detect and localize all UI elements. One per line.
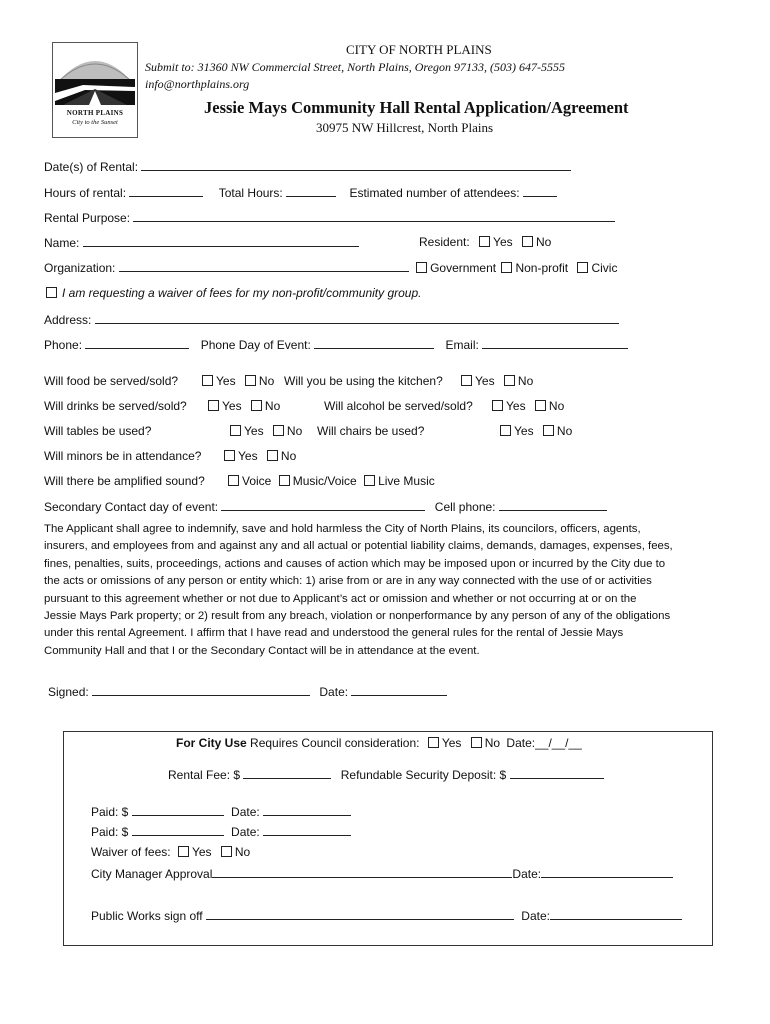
paid-label: Paid: $ (91, 825, 129, 839)
council-text: Requires Council consideration: (250, 736, 420, 750)
agreement-line: under this rental Agreement. I affirm that I have read and understood the general rules for the rental of Jessie Mays (44, 627, 624, 640)
food-question: Will food be served/sold? (44, 374, 179, 388)
rental-fee-label: Rental Fee: $ (168, 768, 241, 782)
waiver-no-checkbox[interactable] (221, 846, 232, 857)
council-date-label: Date:__/__/__ (506, 736, 582, 750)
name-field[interactable] (83, 235, 359, 247)
deposit-label: Refundable Security Deposit: $ (340, 768, 507, 782)
tables-yes-label: Yes (244, 424, 264, 438)
row-address (44, 312, 619, 327)
government-label: Government (430, 261, 497, 275)
agreement-line: the acts or omissions of any person or entity which: 1) arise from or are in any way connected with the use of or activities (44, 575, 652, 588)
live-music-checkbox[interactable] (364, 475, 375, 486)
city-use-header-row (176, 736, 582, 750)
city-use-paid-row-1 (91, 804, 351, 819)
phone-label: Phone: (44, 338, 83, 352)
purpose-field[interactable] (133, 210, 615, 222)
agreement-line: Community Hall and that I or the Secondary Contact will be in attendance at the event. (44, 644, 480, 657)
chairs-yes-checkbox[interactable] (500, 425, 511, 436)
city-use-heading: For City Use (176, 736, 247, 750)
kitchen-no-checkbox[interactable] (504, 375, 515, 386)
council-yes-checkbox[interactable] (428, 737, 439, 748)
city-use-paid-row-2 (91, 824, 351, 839)
logo-tagline: City to the Sunset (72, 119, 118, 126)
agreement-line: insurers, and employees from and against any and all actual or potential liability claims, demands, damages, expenses, fees, (44, 540, 673, 553)
waiver-no-label: No (234, 845, 251, 859)
attendees-field[interactable] (523, 185, 557, 197)
paid-date-label: Date: (231, 805, 260, 819)
hall-address: 30975 NW Hillcrest, North Plains (316, 120, 494, 135)
drinks-question: Will drinks be served/sold? (44, 399, 187, 413)
row-name (44, 235, 564, 250)
public-works-field[interactable] (206, 908, 514, 920)
public-works-label: Public Works sign off (91, 909, 203, 923)
row-signature (48, 684, 447, 699)
agreement-line: pursuant to this agreement whether or not due to Applicant’s act or omission and whether or not occurring at or on the (44, 592, 637, 605)
drinks-yes-label: Yes (222, 399, 242, 413)
paid-date-field[interactable] (263, 824, 351, 836)
alcohol-question: Will alcohol be served/sold? (324, 399, 473, 413)
row-purpose (44, 210, 615, 225)
kitchen-question: Will you be using the kitchen? (284, 374, 443, 388)
council-no-checkbox[interactable] (471, 737, 482, 748)
row-organization (44, 260, 617, 275)
secondary-contact-field[interactable] (221, 499, 425, 511)
council-no-label: No (484, 736, 501, 750)
agreement-paragraph (44, 521, 724, 660)
paid-date-label: Date: (231, 825, 260, 839)
purpose-label: Rental Purpose: (44, 211, 131, 225)
row-hours (44, 185, 557, 200)
minors-question: Will minors be in attendance? (44, 449, 202, 463)
nonprofit-checkbox[interactable] (501, 262, 512, 273)
phone-day-label: Phone Day of Event: (200, 338, 311, 352)
cell-phone-label: Cell phone: (434, 500, 496, 514)
chairs-question: Will chairs be used? (317, 424, 425, 438)
rental-fee-field[interactable] (243, 767, 331, 779)
drinks-no-checkbox[interactable] (251, 400, 262, 411)
total-hours-label: Total Hours: (218, 186, 283, 200)
dates-field[interactable] (141, 159, 571, 171)
total-hours-field[interactable] (286, 185, 336, 197)
name-label: Name: (44, 236, 80, 250)
paid-amount-field[interactable] (132, 804, 224, 816)
address-label: Address: (44, 313, 92, 327)
kitchen-yes-checkbox[interactable] (461, 375, 472, 386)
agreement-line: Jessie Mays Park property; or 2) result from any breach, violation or nonperformance by any person of any of the obligations (44, 610, 671, 623)
voice-label: Voice (242, 474, 272, 488)
public-works-date-label: Date: (521, 909, 550, 923)
chairs-yes-label: Yes (514, 424, 534, 438)
city-manager-label: City Manager Approval (91, 867, 213, 881)
city-use-fee-row (168, 767, 604, 782)
address-field[interactable] (95, 312, 619, 324)
attendees-label: Estimated number of attendees: (349, 186, 520, 200)
nonprofit-label: Non-profit (515, 261, 569, 275)
minors-yes-checkbox[interactable] (224, 450, 235, 461)
food-no-label: No (258, 374, 275, 388)
city-name: CITY OF NORTH PLAINS (346, 42, 492, 57)
live-music-label: Live Music (378, 474, 435, 488)
signature-date-label: Date: (319, 685, 349, 699)
phone-field[interactable] (85, 337, 189, 349)
minors-no-checkbox[interactable] (267, 450, 278, 461)
drinks-yes-checkbox[interactable] (208, 400, 219, 411)
city-logo (52, 42, 138, 138)
tables-no-checkbox[interactable] (273, 425, 284, 436)
city-use-public-works-row (91, 908, 682, 923)
email-label: Email: (445, 338, 479, 352)
signature-field[interactable] (92, 684, 310, 696)
tables-no-label: No (286, 424, 303, 438)
music-voice-label: Music/Voice (292, 474, 357, 488)
alcohol-no-label: No (548, 399, 565, 413)
resident-label: Resident: (419, 235, 470, 249)
phone-day-field[interactable] (314, 337, 434, 349)
kitchen-no-label: No (517, 374, 534, 388)
agreement-line: The Applicant shall agree to indemnify, save and hold harmless the City of North Plains, its councilors, officers, agents, (44, 523, 641, 535)
minors-no-label: No (280, 449, 297, 463)
food-yes-label: Yes (216, 374, 236, 388)
dates-label: Date(s) of Rental: (44, 160, 139, 174)
organization-field[interactable] (119, 260, 409, 272)
city-manager-date-field[interactable] (541, 866, 673, 878)
secondary-contact-label: Secondary Contact day of event: (44, 500, 219, 514)
sound-question: Will there be amplified sound? (44, 474, 205, 488)
waiver-checkbox[interactable] (46, 287, 57, 298)
chairs-no-label: No (556, 424, 573, 438)
submit-line: Submit to: 31360 NW Commercial Street, North Plains, Oregon 97133, (503) 647-5555 (145, 60, 565, 74)
paid-date-field[interactable] (263, 804, 351, 816)
row-secondary-contact (44, 499, 607, 514)
resident-no-label: No (535, 235, 552, 249)
alcohol-no-checkbox[interactable] (535, 400, 546, 411)
hours-field[interactable] (129, 185, 203, 197)
voice-checkbox[interactable] (228, 475, 239, 486)
row-dates (44, 159, 571, 174)
drinks-no-label: No (264, 399, 281, 413)
row-phone (44, 337, 628, 352)
city-use-box (63, 731, 713, 946)
city-manager-field[interactable] (212, 866, 512, 878)
resident-yes-label: Yes (493, 235, 513, 249)
agreement-line: fines, penalties, suits, proceedings, actions and causes of action which may be imposed upon or incurred by the City due to (44, 557, 666, 570)
row-sound (44, 474, 724, 488)
waiver-text: I am requesting a waiver of fees for my non-profit/community group. (62, 286, 422, 300)
row-waiver (44, 286, 422, 300)
civic-label: Civic (591, 261, 618, 275)
waiver-fees-label: Waiver of fees: (91, 845, 171, 859)
row-minors (44, 449, 724, 463)
resident-yes-checkbox[interactable] (479, 236, 490, 247)
paid-label: Paid: $ (91, 805, 129, 819)
tables-question: Will tables be used? (44, 424, 152, 438)
row-drinks (44, 399, 724, 413)
civic-checkbox[interactable] (577, 262, 588, 273)
page-title: Jessie Mays Community Hall Rental Application/Agreement (204, 98, 629, 117)
deposit-field[interactable] (510, 767, 604, 779)
public-works-date-field[interactable] (550, 908, 682, 920)
waiver-yes-checkbox[interactable] (178, 846, 189, 857)
food-yes-checkbox[interactable] (202, 375, 213, 386)
resident-no-checkbox[interactable] (522, 236, 533, 247)
resident-group (419, 235, 551, 249)
alcohol-yes-label: Yes (506, 399, 526, 413)
music-voice-checkbox[interactable] (279, 475, 290, 486)
city-manager-date-label: Date: (512, 867, 542, 881)
signature-date-field[interactable] (351, 684, 447, 696)
signed-label: Signed: (48, 685, 89, 699)
city-use-manager-row (91, 866, 673, 881)
email-address: info@northplains.org (145, 77, 250, 91)
city-use-waiver-row (91, 845, 250, 859)
council-yes-label: Yes (441, 736, 462, 750)
kitchen-yes-label: Yes (475, 374, 495, 388)
email-field[interactable] (482, 337, 628, 349)
hours-label: Hours of rental: (44, 186, 127, 200)
row-tables (44, 424, 724, 438)
row-food (44, 374, 724, 388)
cell-phone-field[interactable] (499, 499, 607, 511)
waiver-yes-label: Yes (191, 845, 212, 859)
alcohol-yes-checkbox[interactable] (492, 400, 503, 411)
minors-yes-label: Yes (238, 449, 258, 463)
chairs-no-checkbox[interactable] (543, 425, 554, 436)
logo-name: NORTH PLAINS (66, 109, 124, 117)
paid-amount-field[interactable] (132, 824, 224, 836)
food-no-checkbox[interactable] (245, 375, 256, 386)
government-checkbox[interactable] (416, 262, 427, 273)
tables-yes-checkbox[interactable] (230, 425, 241, 436)
organization-label: Organization: (44, 261, 116, 275)
